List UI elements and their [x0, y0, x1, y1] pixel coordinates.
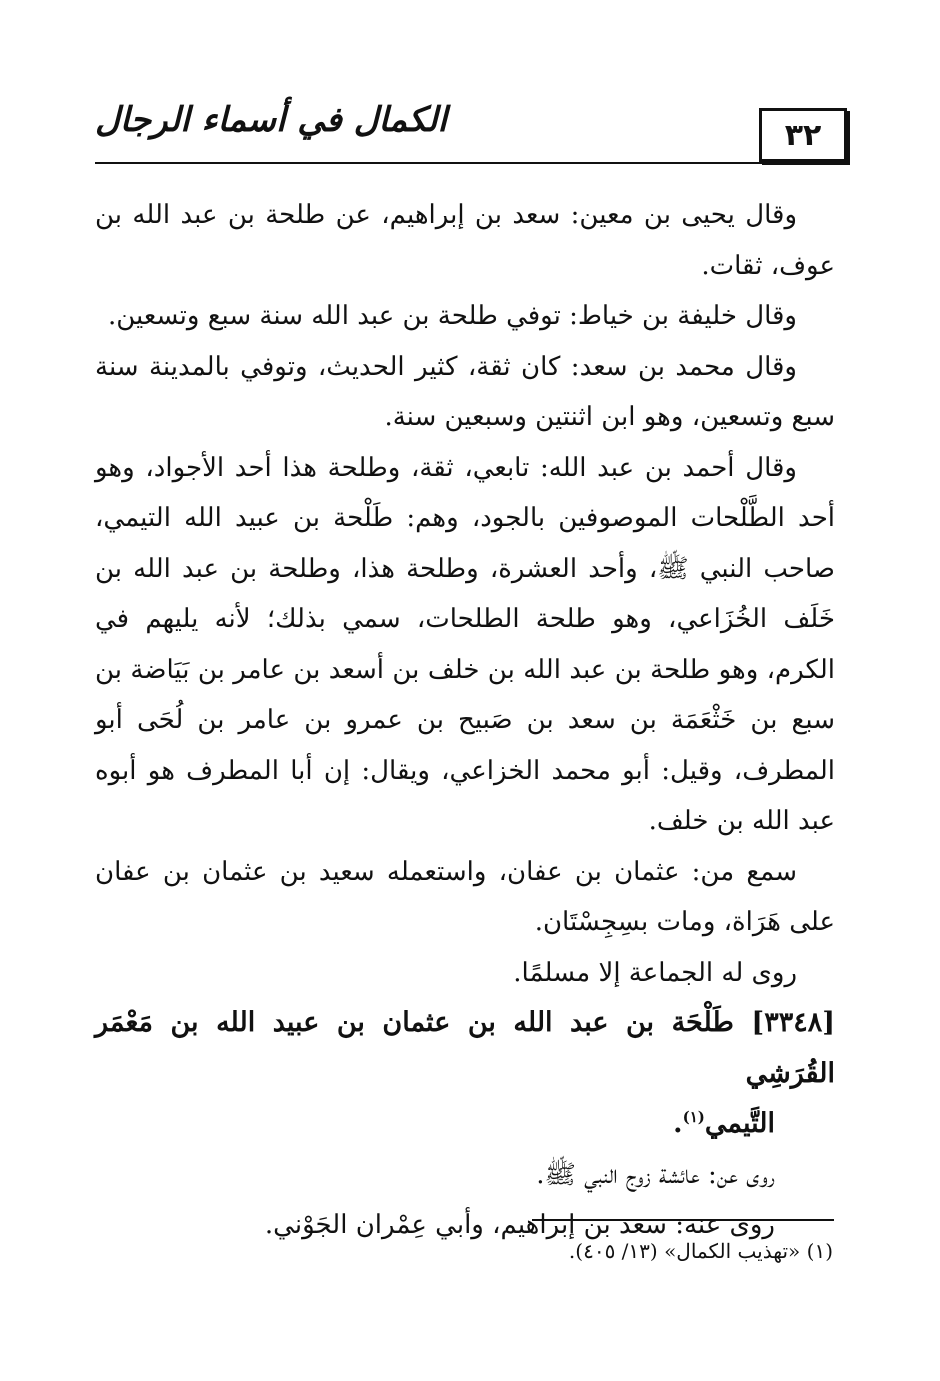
entry-nisba: التَّيمي [704, 1108, 775, 1139]
footnote: (١) «تهذيب الكمال» (١٣/ ٤٠٥). [568, 1239, 833, 1263]
paragraph: روى عن: عائشة زوج النبي ﷺ. [536, 1159, 775, 1190]
paragraph: سمع من: عثمان بن عفان، واستعمله سعيد بن عثمان بن عفان على هَرَاة، ومات بسِجِسْتَان. [95, 856, 835, 937]
entry-end: . [673, 1108, 683, 1139]
paragraph: وقال أحمد بن عبد الله: تابعي، ثقة، وطلحة هذا أحد الأجواد، وهو أحد الطَّلْحات الموصوفين بالجود، وهم: طَلْحة بن عبيد الله التيمي، صاحب النبي ﷺ، وأحد العشرة، وطلحة هذا، وطلحة بن عبد الله بن خَلَف الخُزَاعي، وهو طلحة الطلحات، سمي بذلك؛ لأنه يليهم في الكرم، وهو طلحة بن عبد الله بن خلف بن أسعد بن عامر بن بَيَاضة بن سبع بن خَثْعَمَة بن سعد بن صَبيح بن عمرو بن عامر بن لُحَى أبو المطرف، وقيل: أبو محمد الخزاعي، ويقال: إن أبا المطرف هو أبوه عبد الله بن خلف. [95, 452, 835, 836]
entry-name: طَلْحَة بن عبد الله بن عثمان بن عبيد الله بن مَعْمَر القُرَشِي [95, 1007, 835, 1089]
running-header [95, 88, 847, 166]
page-number: ٣٢ [759, 108, 847, 162]
paragraph: وقال محمد بن سعد: كان ثقة، كثير الحديث، وتوفي بالمدينة سنة سبع وتسعين، وهو ابن اثنتين وسبعين سنة. [95, 351, 835, 432]
footnote-rule [532, 1219, 834, 1221]
paragraph: روى عنه: سعد بن إبراهيم، وأبي عِمْران الجَوْني. [264, 1210, 775, 1240]
entry-heading [95, 998, 835, 1099]
entry-heading-continued [95, 1099, 835, 1150]
header-rule [95, 162, 847, 164]
paragraph: وقال خليفة بن خياط: توفي طلحة بن عبد الله سنة سبع وتسعين. [108, 301, 797, 331]
paragraph: وقال يحيى بن معين: سعد بن إبراهيم، عن طلحة بن عبد الله بن عوف، ثقات. [95, 200, 835, 281]
entry-number: [٣٣٤٨] [751, 1007, 835, 1038]
paragraph: روى له الجماعة إلا مسلمًا. [513, 957, 797, 988]
book-title: الكمال في أسماء الرجال [95, 100, 447, 140]
main-text [95, 190, 835, 1251]
footnote-marker[interactable]: (١) [682, 1108, 705, 1126]
